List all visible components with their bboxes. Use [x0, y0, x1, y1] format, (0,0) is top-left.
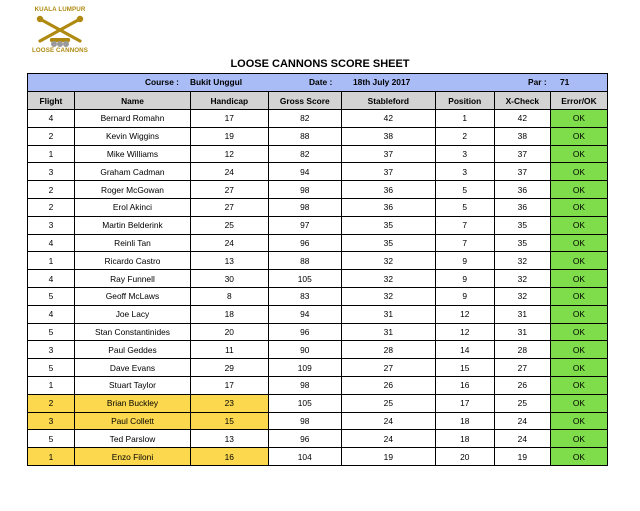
col-error-ok: Error/OK — [550, 92, 607, 110]
position-cell: 9 — [435, 252, 494, 270]
stableford-cell: 31 — [341, 323, 435, 341]
player-name-cell: Kevin Wiggins — [74, 127, 190, 145]
x-check-cell: 32 — [494, 270, 550, 288]
table-row — [28, 181, 608, 199]
status-cell: OK — [550, 216, 607, 234]
date-label: Date : — [309, 77, 333, 87]
handicap-cell: 29 — [191, 359, 268, 377]
stableford-cell: 36 — [341, 181, 435, 199]
table-row — [28, 287, 608, 305]
x-check-cell: 42 — [494, 110, 550, 128]
x-check-cell: 35 — [494, 216, 550, 234]
player-name-cell: Paul Collett — [74, 412, 190, 430]
x-check-cell: 31 — [494, 305, 550, 323]
gross-score-cell: 96 — [268, 234, 341, 252]
handicap-cell: 15 — [191, 412, 268, 430]
logo-top-text: KUALA LUMPUR — [34, 6, 86, 13]
position-cell: 7 — [435, 216, 494, 234]
position-cell: 9 — [435, 287, 494, 305]
position-cell: 12 — [435, 323, 494, 341]
player-name-cell: Paul Geddes — [74, 341, 190, 359]
status-cell: OK — [550, 376, 607, 394]
player-name-cell: Dave Evans — [74, 359, 190, 377]
player-name-cell: Martin Belderink — [74, 216, 190, 234]
player-name-cell: Stan Constantinides — [74, 323, 190, 341]
col-name: Name — [74, 92, 190, 110]
stableford-cell: 37 — [341, 145, 435, 163]
player-name-cell: Ray Funnell — [74, 270, 190, 288]
position-cell: 1 — [435, 110, 494, 128]
position-cell: 5 — [435, 198, 494, 216]
stableford-cell: 42 — [341, 110, 435, 128]
gross-score-cell: 88 — [268, 127, 341, 145]
position-cell: 14 — [435, 341, 494, 359]
x-check-cell: 31 — [494, 323, 550, 341]
player-name-cell: Ricardo Castro — [74, 252, 190, 270]
gross-score-cell: 97 — [268, 216, 341, 234]
gross-score-cell: 96 — [268, 430, 341, 448]
x-check-cell: 38 — [494, 127, 550, 145]
stableford-cell: 37 — [341, 163, 435, 181]
flight-cell: 3 — [28, 341, 75, 359]
flight-cell: 1 — [28, 376, 75, 394]
status-cell: OK — [550, 448, 607, 466]
handicap-cell: 17 — [191, 376, 268, 394]
table-row — [28, 110, 608, 128]
x-check-cell: 37 — [494, 163, 550, 181]
table-row — [28, 430, 608, 448]
gross-score-cell: 98 — [268, 412, 341, 430]
handicap-cell: 27 — [191, 198, 268, 216]
handicap-cell: 27 — [191, 181, 268, 199]
flight-cell: 1 — [28, 252, 75, 270]
stableford-cell: 26 — [341, 376, 435, 394]
gross-score-cell: 96 — [268, 323, 341, 341]
flight-cell: 3 — [28, 163, 75, 181]
club-logo — [28, 6, 92, 56]
table-row — [28, 216, 608, 234]
status-cell: OK — [550, 430, 607, 448]
player-name-cell: Mike Williams — [74, 145, 190, 163]
flight-cell: 4 — [28, 270, 75, 288]
col-flight: Flight — [28, 92, 75, 110]
x-check-cell: 28 — [494, 341, 550, 359]
flight-cell: 1 — [28, 448, 75, 466]
handicap-cell: 13 — [191, 430, 268, 448]
stableford-cell: 35 — [341, 216, 435, 234]
table-row — [28, 145, 608, 163]
handicap-cell: 25 — [191, 216, 268, 234]
status-cell: OK — [550, 323, 607, 341]
stableford-cell: 24 — [341, 430, 435, 448]
course-label: Course : — [145, 77, 179, 87]
col-stableford: Stableford — [341, 92, 435, 110]
flight-cell: 5 — [28, 323, 75, 341]
gross-score-cell: 104 — [268, 448, 341, 466]
x-check-cell: 32 — [494, 252, 550, 270]
x-check-cell: 26 — [494, 376, 550, 394]
par-label: Par : — [528, 77, 547, 87]
flight-cell: 4 — [28, 234, 75, 252]
x-check-cell: 32 — [494, 287, 550, 305]
status-cell: OK — [550, 394, 607, 412]
player-name-cell: Enzo Filoni — [74, 448, 190, 466]
table-row — [28, 448, 608, 466]
flight-cell: 2 — [28, 127, 75, 145]
gross-score-cell: 82 — [268, 145, 341, 163]
table-row — [28, 234, 608, 252]
stableford-cell: 27 — [341, 359, 435, 377]
position-cell: 3 — [435, 145, 494, 163]
gross-score-cell: 109 — [268, 359, 341, 377]
x-check-cell: 25 — [494, 394, 550, 412]
table-row — [28, 394, 608, 412]
position-cell: 5 — [435, 181, 494, 199]
handicap-cell: 20 — [191, 323, 268, 341]
position-cell: 12 — [435, 305, 494, 323]
handicap-cell: 24 — [191, 163, 268, 181]
flight-cell: 5 — [28, 287, 75, 305]
handicap-cell: 23 — [191, 394, 268, 412]
player-name-cell: Bernard Romahn — [74, 110, 190, 128]
table-row — [28, 305, 608, 323]
x-check-cell: 37 — [494, 145, 550, 163]
par-value: 71 — [560, 77, 570, 87]
flight-cell: 2 — [28, 394, 75, 412]
score-table — [27, 73, 608, 466]
flight-cell: 5 — [28, 430, 75, 448]
player-name-cell: Roger McGowan — [74, 181, 190, 199]
stableford-cell: 32 — [341, 287, 435, 305]
handicap-cell: 19 — [191, 127, 268, 145]
gross-score-cell: 82 — [268, 110, 341, 128]
player-name-cell: Reinli Tan — [74, 234, 190, 252]
handicap-cell: 16 — [191, 448, 268, 466]
table-row — [28, 359, 608, 377]
stableford-cell: 19 — [341, 448, 435, 466]
status-cell: OK — [550, 359, 607, 377]
status-cell: OK — [550, 412, 607, 430]
x-check-cell: 19 — [494, 448, 550, 466]
status-cell: OK — [550, 234, 607, 252]
stableford-cell: 38 — [341, 127, 435, 145]
player-name-cell: Joe Lacy — [74, 305, 190, 323]
position-cell: 2 — [435, 127, 494, 145]
player-name-cell: Geoff McLaws — [74, 287, 190, 305]
crossed-cannons-icon — [34, 14, 86, 48]
flight-cell: 5 — [28, 359, 75, 377]
sheet-title: LOOSE CANNONS SCORE SHEET — [230, 58, 410, 70]
table-row — [28, 252, 608, 270]
stableford-cell: 25 — [341, 394, 435, 412]
status-cell: OK — [550, 305, 607, 323]
player-name-cell: Ted Parslow — [74, 430, 190, 448]
logo-bottom-text: LOOSE CANNONS — [32, 47, 88, 54]
position-cell: 18 — [435, 430, 494, 448]
table-row — [28, 127, 608, 145]
flight-cell: 4 — [28, 305, 75, 323]
x-check-cell: 27 — [494, 359, 550, 377]
gross-score-cell: 88 — [268, 252, 341, 270]
col-gross-score: Gross Score — [268, 92, 341, 110]
status-cell: OK — [550, 270, 607, 288]
table-row — [28, 323, 608, 341]
position-cell: 16 — [435, 376, 494, 394]
handicap-cell: 30 — [191, 270, 268, 288]
flight-cell: 2 — [28, 181, 75, 199]
position-cell: 9 — [435, 270, 494, 288]
stableford-cell: 36 — [341, 198, 435, 216]
gross-score-cell: 105 — [268, 270, 341, 288]
flight-cell: 2 — [28, 198, 75, 216]
stableford-cell: 24 — [341, 412, 435, 430]
gross-score-cell: 98 — [268, 198, 341, 216]
x-check-cell: 24 — [494, 430, 550, 448]
header-row — [28, 92, 608, 110]
player-name-cell: Graham Cadman — [74, 163, 190, 181]
status-cell: OK — [550, 252, 607, 270]
flight-cell: 3 — [28, 412, 75, 430]
status-cell: OK — [550, 110, 607, 128]
status-cell: OK — [550, 163, 607, 181]
position-cell: 18 — [435, 412, 494, 430]
x-check-cell: 36 — [494, 198, 550, 216]
col-position: Position — [435, 92, 494, 110]
player-name-cell: Erol Akinci — [74, 198, 190, 216]
table-row — [28, 376, 608, 394]
stableford-cell: 32 — [341, 270, 435, 288]
table-row — [28, 163, 608, 181]
stableford-cell: 28 — [341, 341, 435, 359]
handicap-cell: 13 — [191, 252, 268, 270]
status-cell: OK — [550, 145, 607, 163]
gross-score-cell: 90 — [268, 341, 341, 359]
date-value: 18th July 2017 — [353, 77, 411, 87]
x-check-cell: 24 — [494, 412, 550, 430]
gross-score-cell: 105 — [268, 394, 341, 412]
stableford-cell: 31 — [341, 305, 435, 323]
gross-score-cell: 83 — [268, 287, 341, 305]
course-info-bar — [28, 74, 608, 92]
status-cell: OK — [550, 127, 607, 145]
handicap-cell: 17 — [191, 110, 268, 128]
gross-score-cell: 98 — [268, 181, 341, 199]
table-row — [28, 270, 608, 288]
handicap-cell: 18 — [191, 305, 268, 323]
flight-cell: 4 — [28, 110, 75, 128]
status-cell: OK — [550, 287, 607, 305]
handicap-cell: 11 — [191, 341, 268, 359]
player-name-cell: Stuart Taylor — [74, 376, 190, 394]
flight-cell: 1 — [28, 145, 75, 163]
col-handicap: Handicap — [191, 92, 268, 110]
position-cell: 7 — [435, 234, 494, 252]
stableford-cell: 35 — [341, 234, 435, 252]
position-cell: 17 — [435, 394, 494, 412]
col-x-check: X-Check — [494, 92, 550, 110]
status-cell: OK — [550, 198, 607, 216]
flight-cell: 3 — [28, 216, 75, 234]
x-check-cell: 36 — [494, 181, 550, 199]
handicap-cell: 24 — [191, 234, 268, 252]
status-cell: OK — [550, 341, 607, 359]
handicap-cell: 12 — [191, 145, 268, 163]
status-cell: OK — [550, 181, 607, 199]
position-cell: 3 — [435, 163, 494, 181]
table-row — [28, 198, 608, 216]
position-cell: 15 — [435, 359, 494, 377]
table-row — [28, 341, 608, 359]
player-name-cell: Brian Buckley — [74, 394, 190, 412]
handicap-cell: 8 — [191, 287, 268, 305]
gross-score-cell: 98 — [268, 376, 341, 394]
table-row — [28, 412, 608, 430]
course-value: Bukit Unggul — [190, 77, 243, 87]
position-cell: 20 — [435, 448, 494, 466]
x-check-cell: 35 — [494, 234, 550, 252]
stableford-cell: 32 — [341, 252, 435, 270]
gross-score-cell: 94 — [268, 305, 341, 323]
gross-score-cell: 94 — [268, 163, 341, 181]
